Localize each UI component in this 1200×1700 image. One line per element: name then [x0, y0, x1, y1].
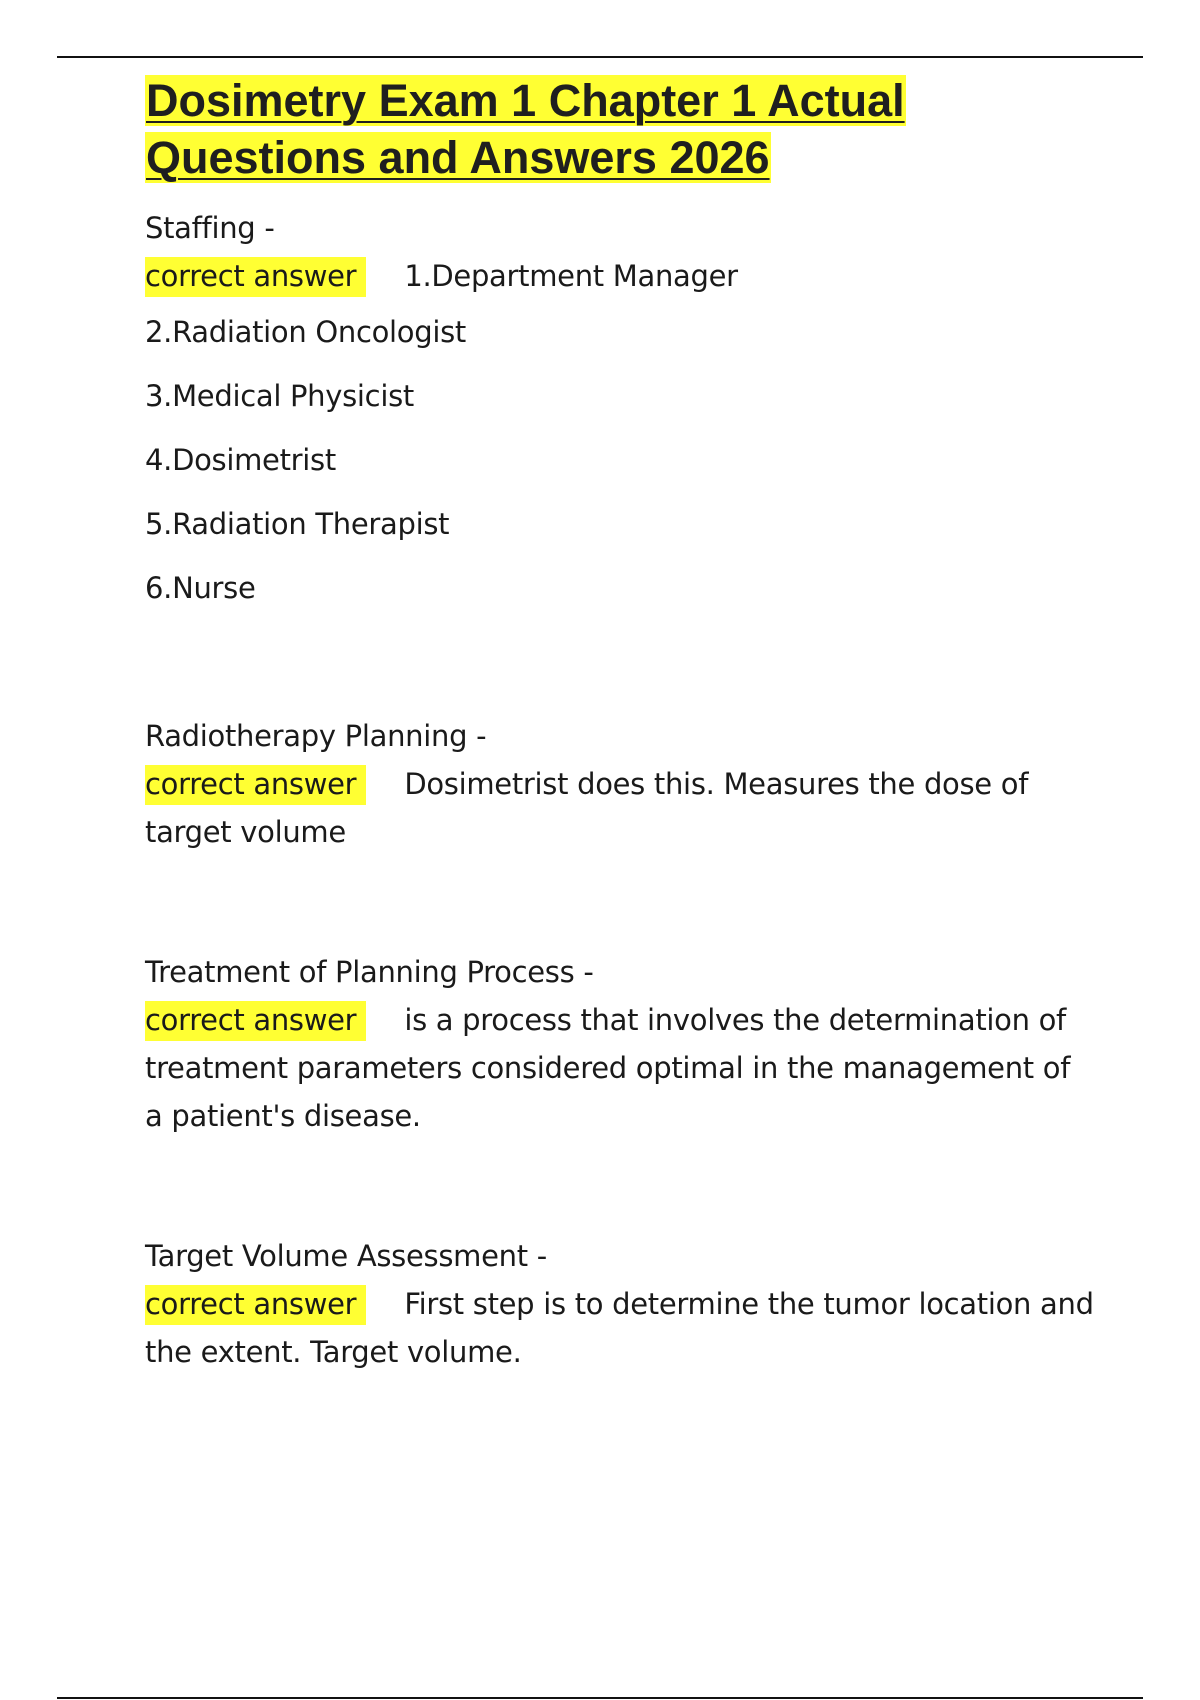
qa-item-staffing [145, 204, 1095, 620]
question-text: Treatment of Planning Process - [145, 955, 594, 989]
title-line-2: Questions and Answers 2026 [146, 132, 770, 183]
footer-rule [57, 1697, 1143, 1699]
title-line-1: Dosimetry Exam 1 Chapter 1 Actual [146, 75, 905, 126]
answer-text: Dosimetrist does this. Measures the dose of target volume [145, 767, 1029, 849]
question-text: Target Volume Assessment - [145, 1239, 547, 1273]
answer-text: is a process that involves the determination of treatment parameters considered optimal in the management of a patient's disease. [145, 1003, 1071, 1133]
list-item: 4.Dosimetrist [145, 443, 336, 477]
list-item: 5.Radiation Therapist [145, 507, 450, 541]
answer-text: 1.Department Manager [404, 259, 738, 293]
answer-row [145, 1280, 1095, 1376]
answer-row [145, 760, 1095, 856]
answer-row [145, 252, 1095, 300]
qa-item-radiotherapy-planning [145, 712, 1095, 856]
qa-item-target-volume-assessment [145, 1232, 1095, 1376]
list-item: 6.Nurse [145, 571, 256, 605]
list-item: 2.Radiation Oncologist [145, 315, 466, 349]
document-title [145, 72, 1095, 186]
correct-answer-label: correct answer [145, 257, 366, 297]
correct-answer-label: correct answer [145, 1001, 366, 1041]
correct-answer-label: correct answer [145, 765, 366, 805]
answer-row [145, 996, 1095, 1140]
correct-answer-label: correct answer [145, 1285, 366, 1325]
answer-text: First step is to determine the tumor location and the extent. Target volume. [145, 1287, 1094, 1369]
document-page [145, 72, 1095, 1376]
qa-item-treatment-planning-process [145, 948, 1095, 1140]
question-text: Radiotherapy Planning - [145, 719, 487, 753]
question-text: Staffing - [145, 211, 275, 245]
list-item: 3.Medical Physicist [145, 379, 414, 413]
header-rule [57, 56, 1143, 58]
